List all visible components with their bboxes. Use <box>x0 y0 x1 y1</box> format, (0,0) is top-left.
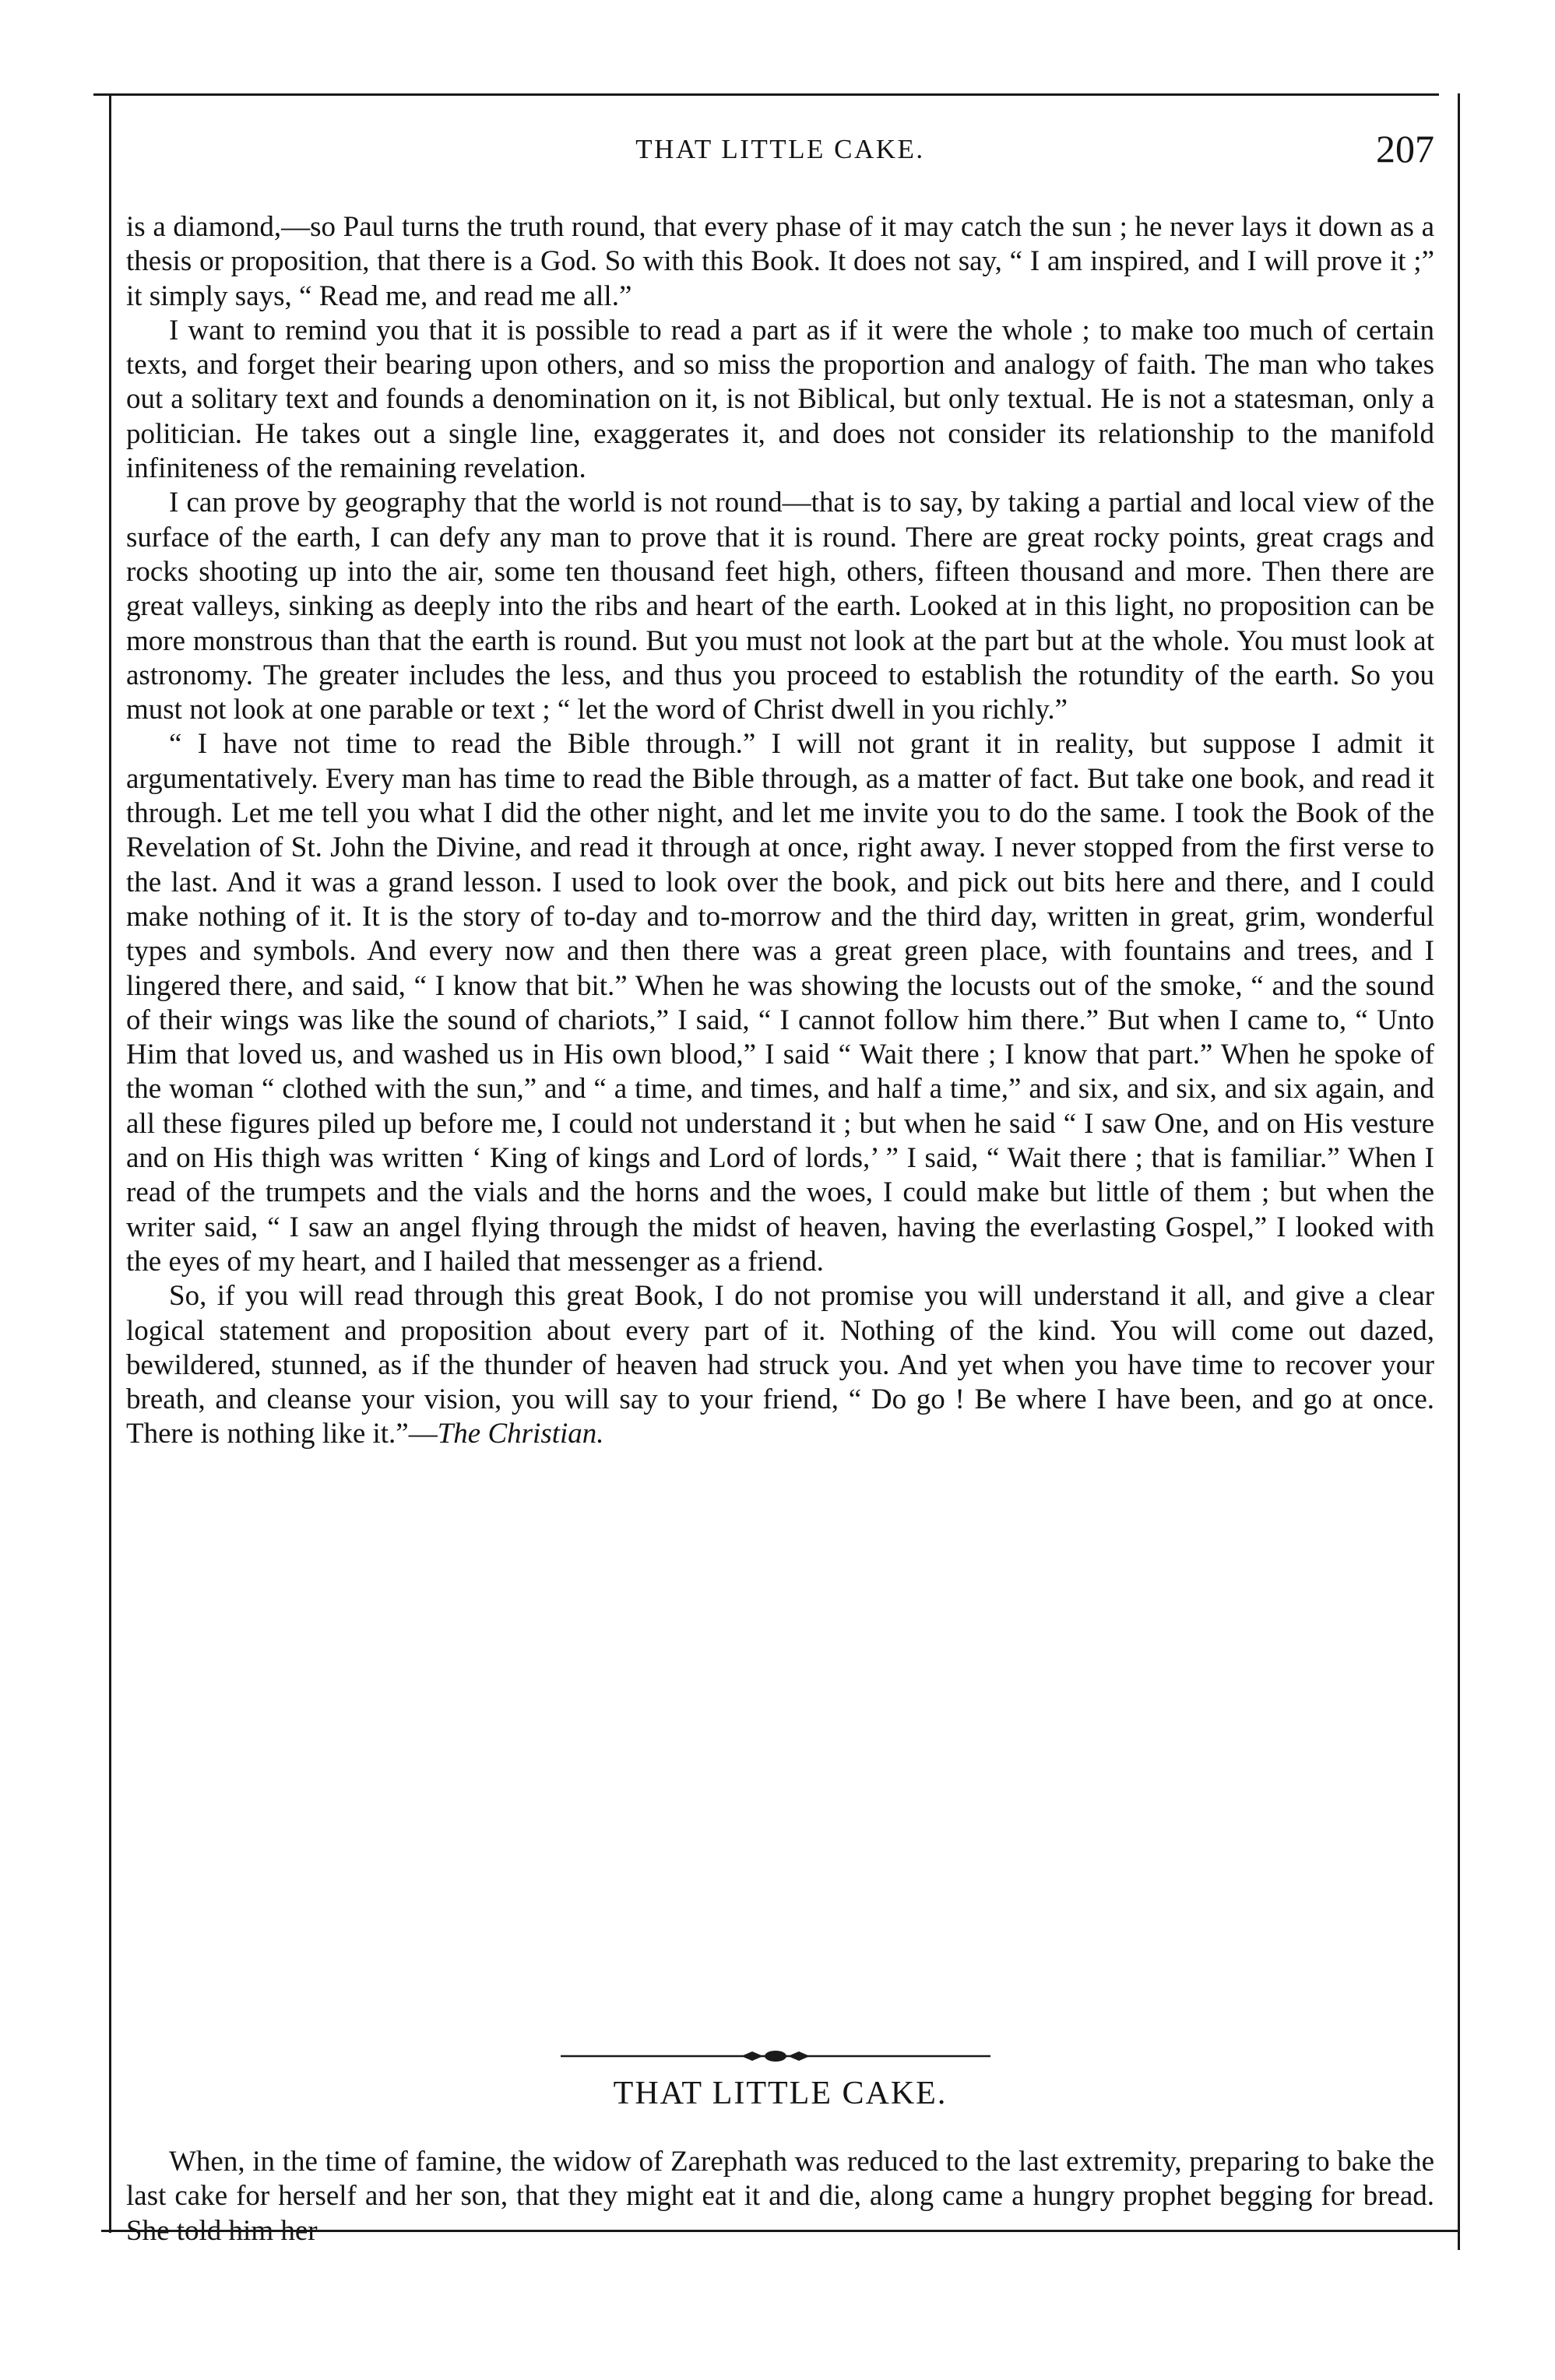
page-number: 207 <box>1376 127 1434 171</box>
body-paragraph: is a diamond,—so Paul turns the truth round, that every phase of it may catch the sun ; he never lays it down as a thesis or proposition, that there is a God. So with this Book. It does not say, “ I am inspired, and I will prove it ;” it simply says, “ Read me, and read me all.” <box>126 211 1434 312</box>
closing-paragraph <box>126 1279 1434 1451</box>
body-paragraph: “ I have not time to read the Bible through.” I will not grant it in reality, but suppose I admit it argumentatively. Every man has time to read the Bible through, as a matter of fact. But take one book, and read it through. Let me tell you what I did the other night, and let me invite you to do the same. I took the Book of the Revelation of St. John the Divine, and read it through at once, right away. I never stopped from the first verse to the last. And it was a grand lesson. I used to look over the book, and pick out bits here and there, and I could make nothing of it. It is the story of to-day and to-morrow and the third day, written in great, grim, wonderful types and symbols. And every now and then there was a great green place, with fountains and trees, and I lingered there, and said, “ I know that bit.” When he was showing the locusts out of the smoke, “ and the sound of their wings was like the sound of chariots,” I said, “ I cannot follow him there.” But when I came to, “ Unto Him that loved us, and washed us in His own blood,” I said “ Wait there ; I know that part.” When he spoke of the woman “ clothed with the sun,” and “ a time, and times, and half a time,” and six, and six, and six again, and all these figures piled up before me, I could not understand it ; but when he said “ I saw One, and on His vesture and on His thigh was written ‘ King of kings and Lord of lords,’ ” I said, “ Wait there ; that is familiar.” When I read of the trumpets and the vials and the horns and the woes, I could make but little of them ; but when the writer said, “ I saw an angel flying through the midst of heaven, having the everlasting Gospel,” I looked with the eyes of my heart, and I hailed that messenger as a friend. <box>126 728 1434 1278</box>
source-citation: The Christian. <box>437 1418 604 1450</box>
page-border-left <box>109 93 111 2233</box>
page-header <box>126 126 1434 178</box>
body-paragraph: I want to remind you that it is possible to read a part as if it were the whole ; to make too much of certain texts, and forget their bearing upon others, and so miss the proportion and analogy of faith. The man who takes out a solitary text and founds a denomination on it, is not Biblical, but only textual. He is not a statesman, only a politician. He takes out a single line, exaggerates it, and does not consider its relationship to the manifold infiniteness of the remaining revelation. <box>126 314 1434 485</box>
body-paragraph: When, in the time of famine, the widow of Zarephath was reduced to the last extremity, preparing to bake the last cake for herself and her son, that they might eat it and die, along came a hungry prophet begging for bread. She told him her <box>126 2146 1434 2247</box>
running-title: THAT LITTLE CAKE. <box>635 134 925 164</box>
next-article-body <box>126 2145 1434 2248</box>
article-body <box>126 210 1434 1452</box>
page-border-right <box>1458 93 1460 2250</box>
closing-text: So, if you will read through this great Book, I do not promise you will understand it all, and give a clear logical statement and proposition about every part of it. Nothing of the kind. You will come out dazed, bewildered, stunned, as if the thunder of heaven had struck you. And yet when you have time to recover your breath, and cleanse your vision, you will say to your friend, “ Do go ! Be where I have been, and go at once. There is nothing like it.”— <box>126 1280 1434 1450</box>
section-title: THAT LITTLE CAKE. <box>613 2076 948 2111</box>
page-border-top <box>93 93 1439 96</box>
body-paragraph: I can prove by geography that the world is not round—that is to say, by taking a partial and local view of the surface of the earth, I can defy any man to prove that it is round. There are great rocky points, great crags and rocks shooting up into the air, some ten thousand feet high, others, fifteen thousand and more. Then there are great valleys, sinking as deeply into the ribs and heart of the earth. Looked at in this light, no proposition can be more monstrous than that the earth is round. But you must not look at the part but at the whole. You must look at astronomy. The greater includes the less, and thus you proceed to establish the rotundity of the earth. So you must not look at one parable or text ; “ let the word of Christ dwell in you richly.” <box>126 487 1434 726</box>
section-divider-ornament <box>561 2049 990 2063</box>
